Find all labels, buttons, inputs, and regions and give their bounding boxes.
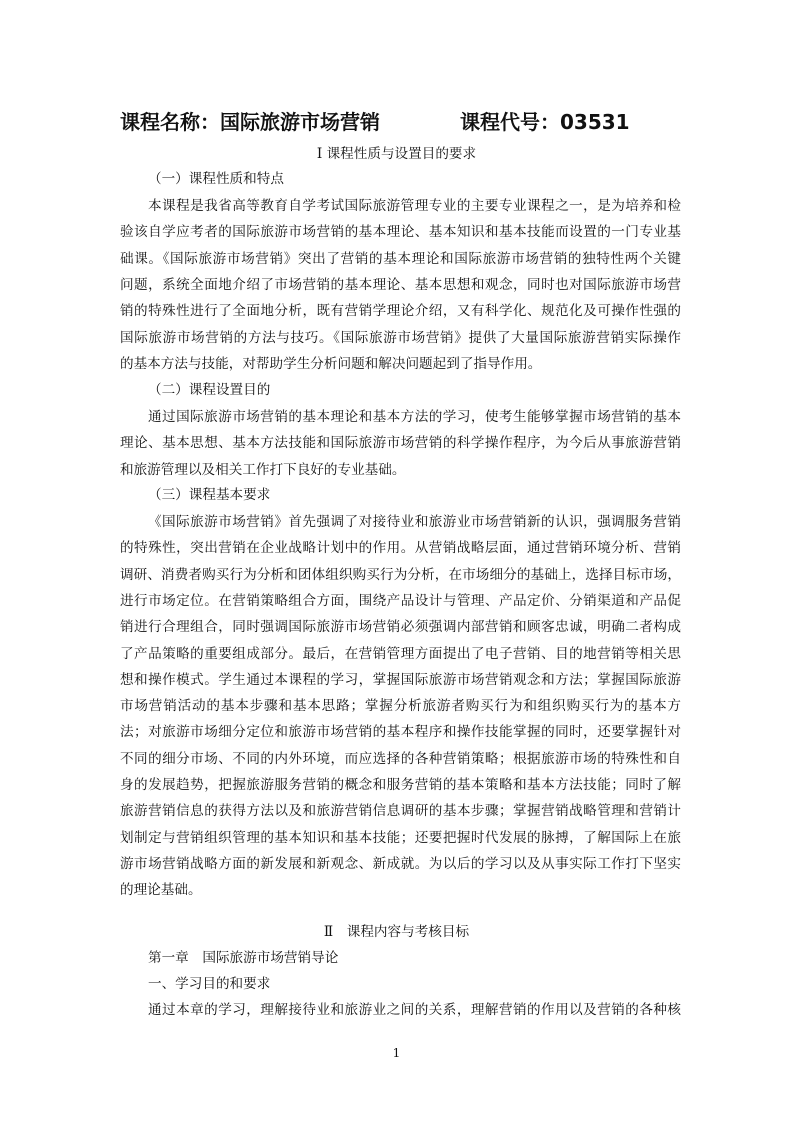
page-number: 1 bbox=[392, 1046, 401, 1060]
paragraph-line: 销进行合理组合，同时强调国际旅游市场营销必须强调内部营销和顾客忠诚，明确二者构成 bbox=[120, 619, 681, 636]
paragraph-line: 进行市场定位。在营销策略组合方面，围绕产品设计与管理、产品定价、分销渠道和产品促 bbox=[120, 592, 681, 609]
paragraph-line: 验该自学应考者的国际旅游市场营销的基本理论、基本知识和基本技能而设置的一门专业基 bbox=[120, 224, 681, 241]
paragraph-line: 通过国际旅游市场营销的基本理论和基本方法的学习，使考生能够掌握市场营销的基本 bbox=[148, 409, 681, 425]
paragraph-line: 理论、基本思想、基本方法技能和国际旅游市场营销的科学操作程序，为今后从事旅游营销 bbox=[120, 435, 681, 452]
subheading: 一、学习目的和要求 bbox=[148, 976, 271, 992]
paragraph-line: 的特殊性，突出营销在企业战略计划中的作用。从营销战略层面，通过营销环境分析、营销 bbox=[120, 540, 681, 557]
paragraph-line: 划制定与营销组织管理的基本知识和基本技能；还要把握时代发展的脉搏，了解国际上在旅 bbox=[120, 829, 681, 846]
subheading: （一）课程性质和特点 bbox=[148, 171, 284, 187]
paragraph-line: 础课。《国际旅游市场营销》突出了营销的基本理论和国际旅游市场营销的独特性两个关键 bbox=[120, 250, 681, 267]
paragraph-line: 游市场营销战略方面的新发展和新观念、新成就。为以后的学习以及从事实际工作打下坚实 bbox=[120, 855, 681, 872]
paragraph-line: 市场营销活动的基本步骤和基本思路；掌握分析旅游者购买行为和组织购买行为的基本方 bbox=[120, 698, 681, 715]
course-name: 课程名称：国际旅游市场营销 bbox=[120, 110, 380, 134]
paragraph-line: 了产品策略的重要组成部分。最后，在营销管理方面提出了电子营销、目的地营销等相关思 bbox=[120, 645, 681, 662]
chapter-heading: 第一章 国际旅游市场营销导论 bbox=[148, 950, 339, 966]
paragraph-line: 想和操作模式。学生通过本课程的学习，掌握国际旅游市场营销观念和方法；掌握国际旅游 bbox=[120, 671, 681, 688]
paragraph-line: 法；对旅游市场细分定位和旅游市场营销的基本程序和操作技能掌握的同时，还要掌握针对 bbox=[120, 724, 681, 741]
paragraph-line: 不同的细分市场、不同的内外环境，而应选择的各种营销策略；根据旅游市场的特殊性和自 bbox=[120, 750, 681, 767]
paragraph-line: 调研、消费者购买行为分析和团体组织购买行为分析，在市场细分的基础上，选择目标市场， bbox=[120, 566, 681, 583]
section-heading: I 课程性质与设置目的要求 bbox=[316, 146, 477, 162]
paragraph-line: 的理论基础。 bbox=[120, 882, 202, 899]
paragraph-line: 和旅游管理以及相关工作打下良好的专业基础。 bbox=[120, 461, 406, 478]
paragraph-line: 国际旅游市场营销的方法与技巧。《国际旅游市场营销》提供了大量国际旅游营销实际操作 bbox=[120, 329, 681, 346]
paragraph-line: 旅游营销信息的获得方法以及和旅游营销信息调研的基本步骤；掌握营销战略管理和营销计 bbox=[120, 803, 681, 820]
paragraph-line: 身的发展趋势，把握旅游服务营销的概念和服务营销的基本策略和基本方法技能；同时了解 bbox=[120, 777, 681, 793]
subheading: （三）课程基本要求 bbox=[148, 487, 271, 503]
paragraph-line: 通过本章的学习，理解接待业和旅游业之间的关系，理解营销的作用以及营销的各种核 bbox=[148, 1002, 681, 1018]
paragraph-line: 销的特殊性进行了全面地分析，既有营销学理论介绍，又有科学化、规范化及可操作性强的 bbox=[120, 303, 681, 320]
paragraph-line: 本课程是我省高等教育自学考试国际旅游管理专业的主要专业课程之一，是为培养和检 bbox=[148, 198, 681, 214]
paragraph-line: 《国际旅游市场营销》首先强调了对接待业和旅游业市场营销新的认识，强调服务营销 bbox=[148, 514, 681, 530]
section-heading: Ⅱ 课程内容与考核目标 bbox=[323, 924, 470, 940]
paragraph-line: 问题，系统全面地介绍了市场营销的基本理论、基本思想和观念，同时也对国际旅游市场营 bbox=[120, 276, 681, 293]
course-code: 课程代号：03531 bbox=[460, 110, 630, 134]
subheading: （二）课程设置目的 bbox=[148, 382, 271, 398]
paragraph-line: 的基本方法与技能，对帮助学生分析问题和解决问题起到了指导作用。 bbox=[120, 355, 542, 372]
